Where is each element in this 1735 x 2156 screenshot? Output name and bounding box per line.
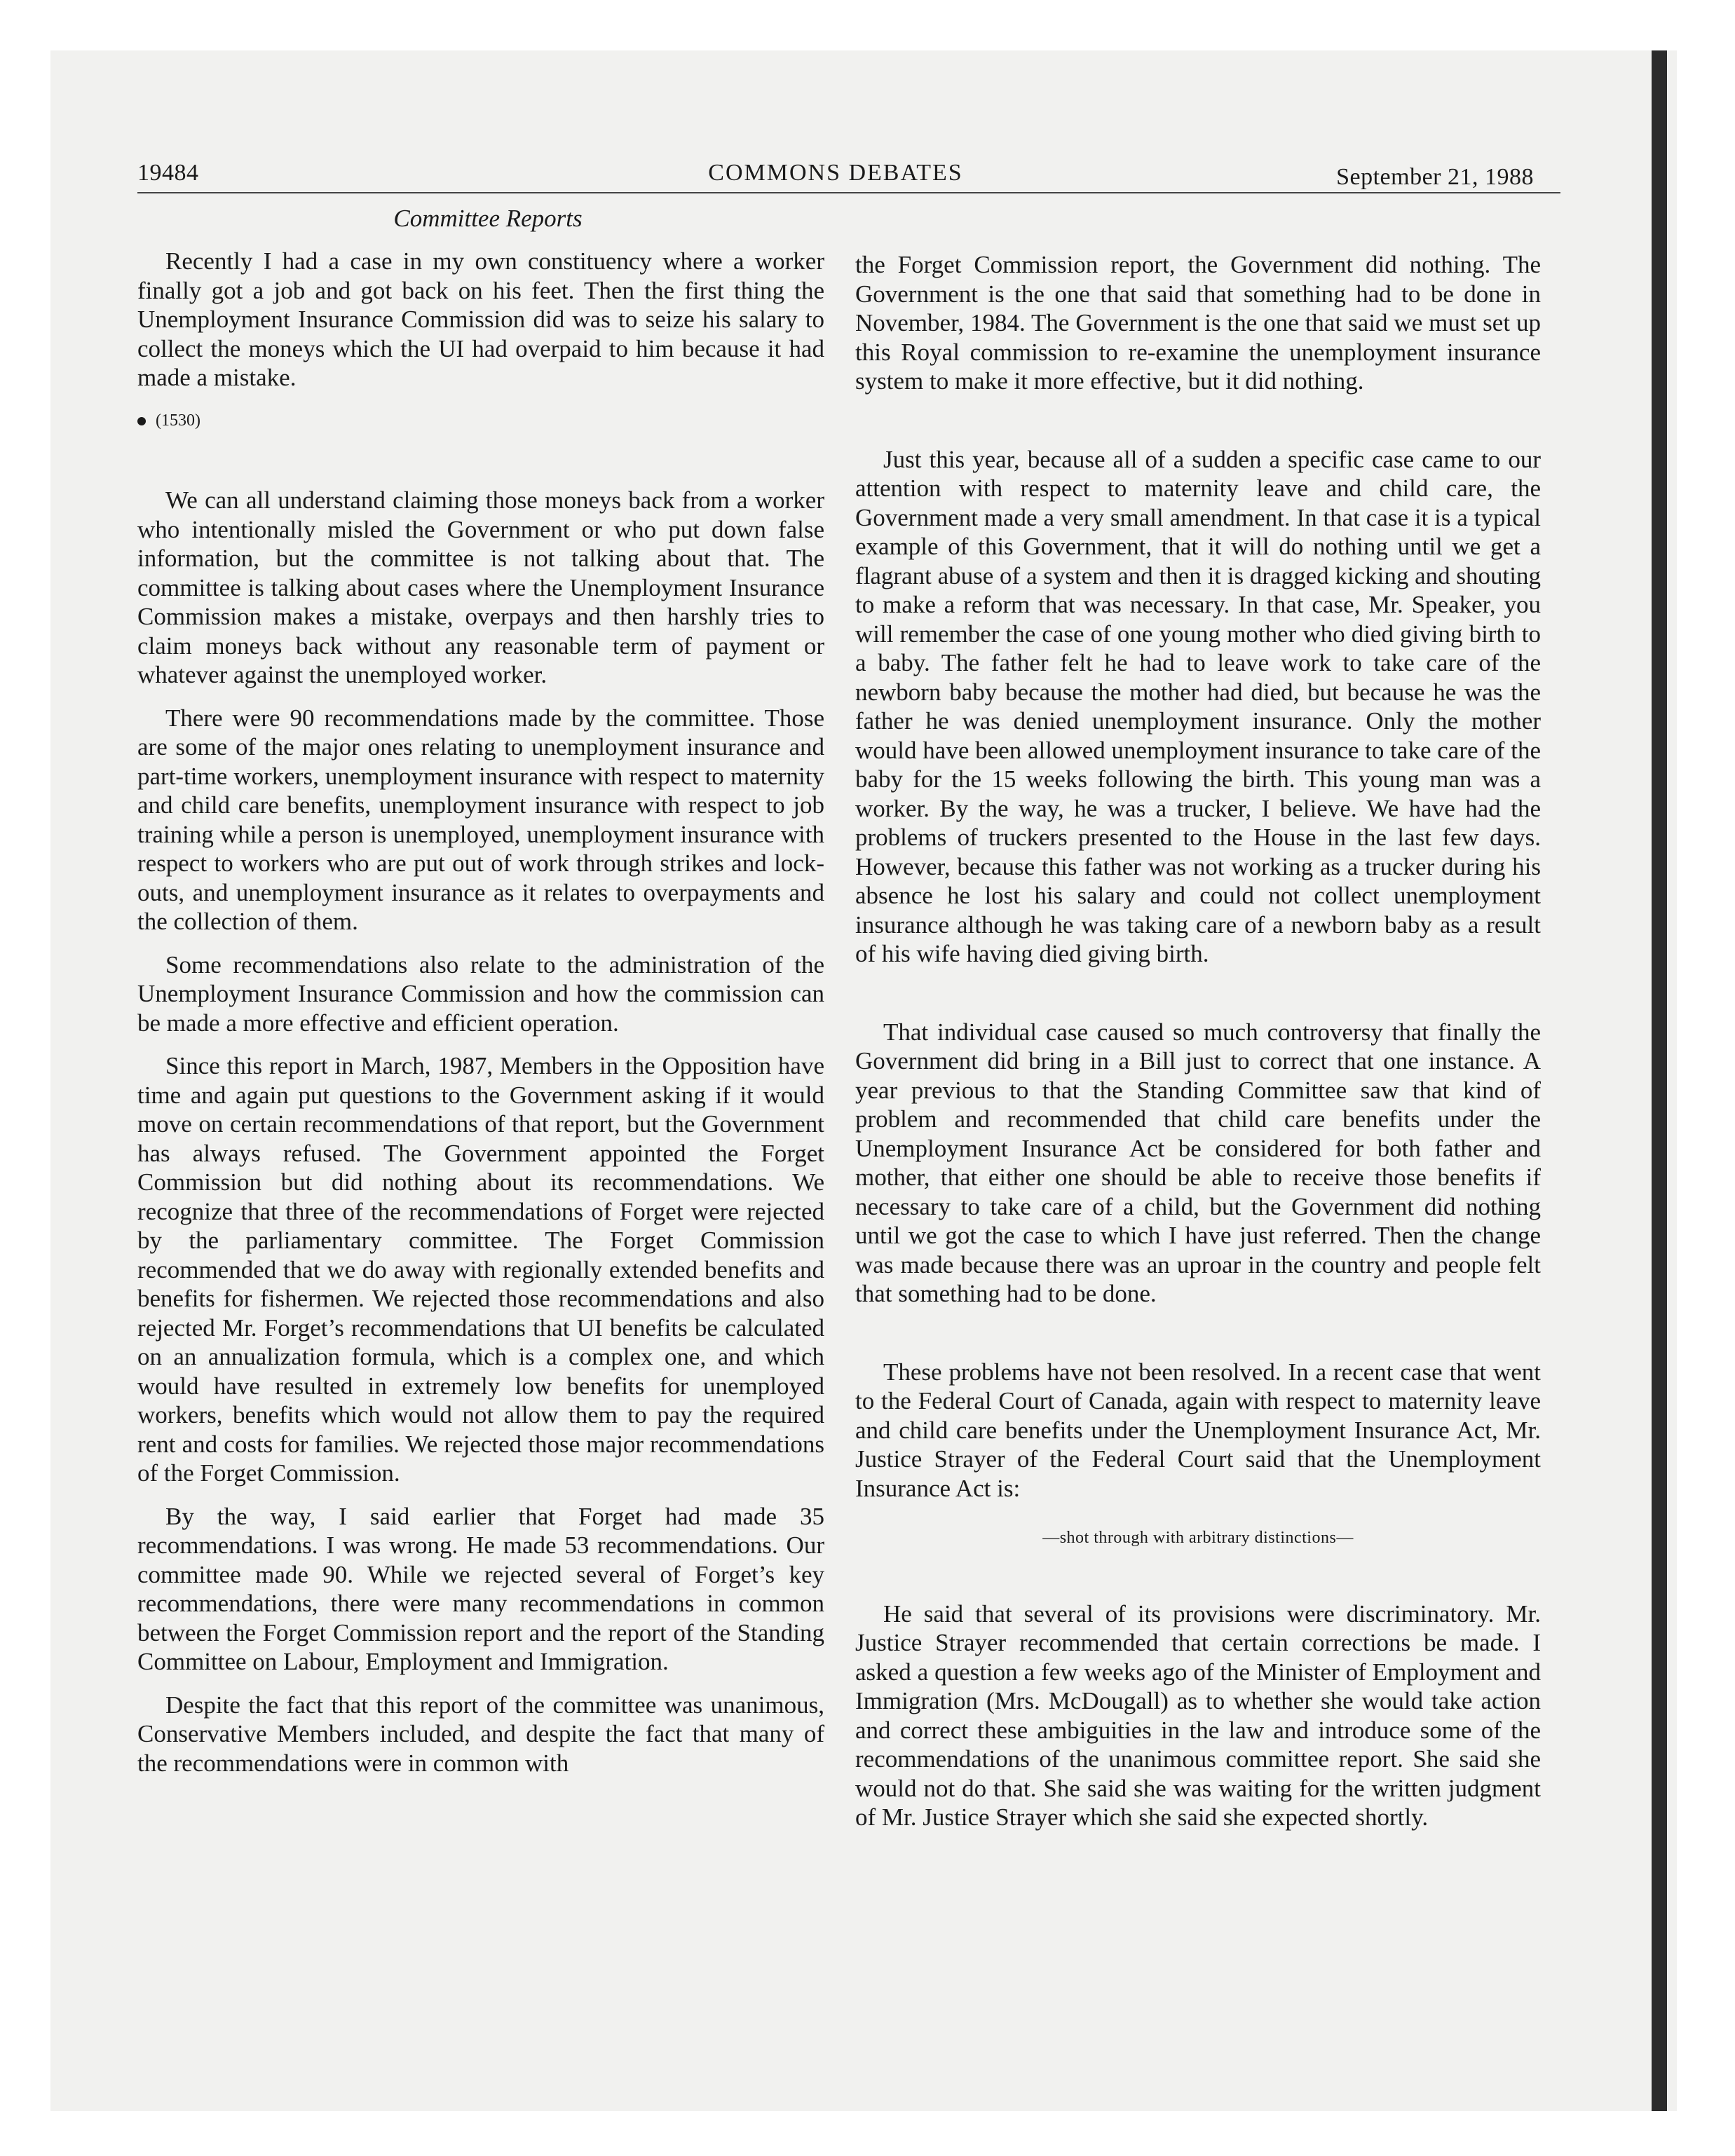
paragraph: We can all understand claiming those moneys back from a worker who intentionally misled the Government or who put down false information, but the committee is not talking about that. The committee is talking about cases where the Unemployment Insurance Commission makes a mistake, overpays and then harshly tries to claim moneys back without any reasonable term of payment or whatever against the unemployed worker.: [137, 486, 824, 688]
block-quote: —shot through with arbitrary distinctions—: [1042, 1529, 1354, 1547]
running-header: [137, 160, 1534, 195]
paragraph: These problems have not been resolved. In a recent case that went to the Federal Court of Canada, again with respect to maternity leave and child care benefits under the Unemployment Insurance Act, Mr. Justice Strayer of the Federal Court said that the Unemployment Insurance Act is:: [855, 1358, 1541, 1502]
binding-edge: [1652, 50, 1667, 2111]
paragraph: Since this report in March, 1987, Members in the Opposition have time and again put questions to the Government asking if it would move on certain recommendations of that report, but the Government has always refused. The Government appointed the Forget Commission but did nothing about its recommendations. We recognize that three of the recommendations of Forget were rejected by the parliamentary committee. The Forget Commission recommended that we do away with regionally extended benefits and benefits for fishermen. We rejected those recommendations and also rejected Mr. Forget’s recommendations that UI benefits be calculated on an annualization formula, which is a complex one, and which would have resulted in extremely low benefits for unemployed workers, benefits which would not allow them to pay the required rent and costs for families. We rejected those major recommendations of the Forget Commission.: [137, 1052, 824, 1487]
paragraph: Some recommendations also relate to the administration of the Unemployment Insurance Commission and how the commission can be made a more effective and efficient operation.: [137, 950, 824, 1037]
paragraph-continued: the Forget Commission report, the Government did nothing. The Government is the one that said that something had to be done in November, 1984. The Government is the one that said we must set up this Royal commission to re-examine the unemployment insurance system to make it more effective, but it did nothing.: [855, 251, 1541, 395]
paragraph: Just this year, because all of a sudden a specific case came to our attention with respect to maternity leave and child care, the Government made a very small amendment. In that case it is a typical example of this Government, that it will do nothing until we get a flagrant abuse of a system and then it is dragged kicking and shouting to make a reform that was necessary. In that case, Mr. Speaker, you will remember the case of one young mother who died giving birth to a baby. The father felt he had to leave work to take care of the newborn baby because the mother had died, but because he was the father he was denied unemployment insurance. Only the mother would have been allowed unemployment insurance to take care of the baby for the 15 weeks following the birth. This young man was a worker. By the way, he was a trucker, I believe. We have had the problems of truckers presented to the House in the last few days. However, because this father was not working as a trucker during his absence he lost his salary and could not collect unemployment insurance although he was taking care of a newborn baby as a result of his wife having died giving birth.: [855, 445, 1541, 967]
paragraph: By the way, I said earlier that Forget had made 35 recommendations. I was wrong. He made 53 recommendations. Our committee made 90. While we rejected several of Forget’s key recommendations, there were many recommendations in common between the Forget Commission report and the report of the Standing Committee on Labour, Employment and Immigration.: [137, 1502, 824, 1675]
section-title: Committee Reports: [393, 205, 583, 232]
time-marker-label: (1530): [156, 411, 200, 430]
left-column: [137, 247, 824, 1792]
right-column: [855, 250, 1541, 1846]
publication-title: COMMONS DEBATES: [708, 160, 963, 186]
time-marker: [137, 407, 824, 436]
paragraph: That individual case caused so much controversy that finally the Government did bring in a Bill just to correct that one instance. A year previous to that the Standing Committee saw that kind of problem and recommended that child care benefits under the Unemployment Insurance Act be considered for both father and mother, that either one should be able to receive those benefits if necessary to take care of a child, but the Government did nothing until we got the case to which I have just referred. Then the change was made because there was an uproar in the country and people felt that something had to be done.: [855, 1018, 1541, 1307]
paragraph: Despite the fact that this report of the committee was unanimous, Conservative Members included, and despite the fact that many of the recommendations were in common with: [137, 1691, 824, 1777]
paragraph: He said that several of its provisions were discriminatory. Mr. Justice Strayer recommended that certain corrections be made. I asked a question a few weeks ago of the Minister of Employment and Immigration (Mrs. McDougall) as to whether she would take action and correct these ambiguities in the law and introduce some of the recommendations of the unanimous committee report. She said she would not do that. She said she was waiting for the written judgment of Mr. Justice Strayer which she said she expected shortly.: [855, 1599, 1541, 1831]
page-number: 19484: [137, 160, 199, 186]
header-date: September 21, 1988: [1336, 164, 1534, 190]
paragraph: There were 90 recommendations made by the committee. Those are some of the major ones relating to unemployment insurance and part-time workers, unemployment insurance with respect to maternity and child care benefits, unemployment insurance with respect to job training while a person is unemployed, unemployment insurance with respect to workers who are put out of work through strikes and lock-outs, and unemployment insurance as it relates to overpayments and the collection of them.: [137, 704, 824, 935]
header-rule: [137, 192, 1560, 193]
paragraph: Recently I had a case in my own constituency where a worker finally got a job and got back on his feet. Then the first thing the Unemployment Insurance Commission did was to seize his salary to collect the moneys which the UI had overpaid to him because it had made a mistake.: [137, 247, 824, 391]
bullet-icon: [137, 417, 146, 425]
